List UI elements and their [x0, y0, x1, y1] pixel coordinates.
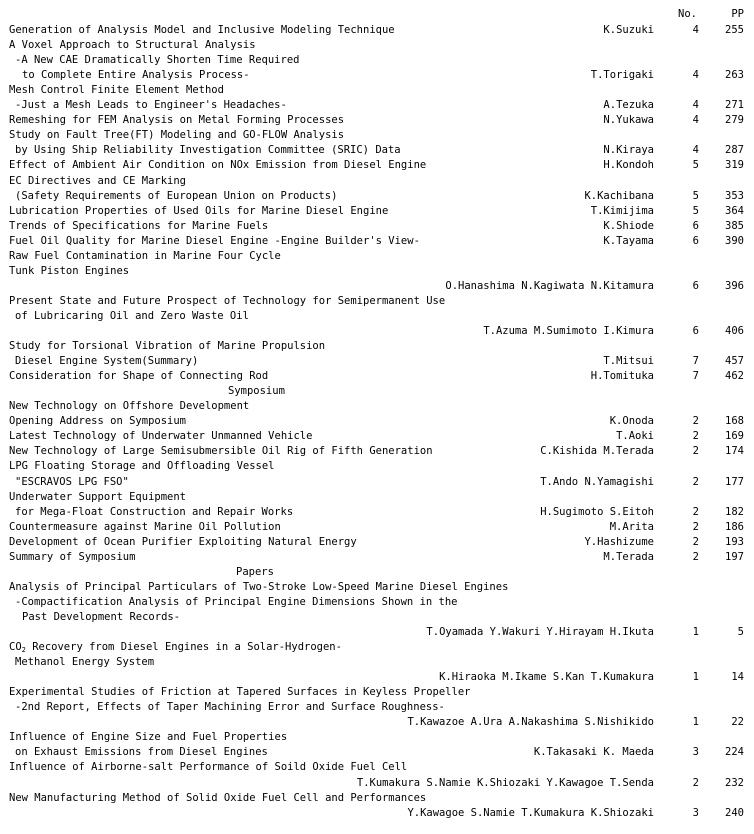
contents-entry [0, 670, 754, 685]
entry-page: 182 [725, 505, 744, 518]
entry-author: T.Kimijima [590, 204, 654, 217]
entry-page: 5 [737, 626, 744, 638]
entry-title: (Safety Requirements of European Union on Products) [15, 189, 338, 202]
entry-title: Latest Technology of Underwater Unmanned Vehicle [9, 430, 313, 443]
entry-author: H.Tomituka [590, 370, 654, 383]
entry-issue-no: 1 [692, 671, 699, 684]
entry-page: 224 [725, 746, 744, 759]
entry-title: Study on Fault Tree(FT) Modeling and GO-FLOW Analysis [9, 129, 345, 142]
entry-author: T.Torigaki [590, 69, 654, 82]
entry-page: 287 [725, 144, 744, 157]
entry-title: Lubrication Properties of Used Oils for Marine Diesel Engine [9, 204, 389, 217]
entry-issue-no: 2 [692, 475, 699, 488]
entry-page: 385 [725, 219, 744, 232]
contents-entry [0, 53, 754, 68]
entry-author: O.Hanashima N.Kagiwata N.Kitamura [445, 279, 654, 292]
contents-entry [0, 565, 754, 580]
contents-entry [0, 490, 754, 505]
entry-title: New Technology on Offshore Development [9, 400, 250, 413]
entry-title: Methanol Energy System [15, 656, 155, 669]
contents-entry [0, 610, 754, 625]
entry-author: Y.Kawagoe S.Namie T.Kumakura K.Shiozaki [407, 806, 654, 819]
entry-page: 197 [725, 550, 744, 563]
entry-author: M.Terada [603, 550, 654, 563]
contents-entry [0, 776, 754, 791]
entry-title: Generation of Analysis Model and Inclusive Modeling Technique [9, 24, 395, 36]
contents-entry [0, 791, 754, 806]
entry-author: T.Kawazoe A.Ura A.Nakashima S.Nishikido [407, 716, 654, 729]
contents-entry [0, 535, 754, 550]
entry-title: Tunk Piston Engines [9, 264, 130, 277]
entry-issue-no: 4 [692, 69, 699, 82]
entry-title: Mesh Control Finite Element Method [9, 84, 224, 97]
entry-issue-no: 1 [692, 626, 699, 638]
contents-entry [0, 339, 754, 354]
entry-author: K.Hiraoka M.Ikame S.Kan T.Kumakura [439, 671, 654, 684]
entry-author: N.Yukawa [603, 114, 654, 127]
contents-entry [0, 625, 754, 640]
contents-entry [0, 730, 754, 745]
entry-page: 406 [725, 325, 744, 337]
entry-author: T.Aoki [616, 430, 654, 443]
contents-entry [0, 640, 754, 655]
entry-title: Effect of Ambient Air Condition on NOx Emission from Diesel Engine [9, 159, 427, 172]
entry-title: Trends of Specifications for Marine Fuels [9, 219, 269, 232]
entry-title: Diesel Engine System(Summary) [15, 355, 199, 368]
entry-author: H.Kondoh [603, 159, 654, 172]
entry-author: C.Kishida M.Terada [540, 445, 654, 458]
contents-entry [0, 700, 754, 715]
contents-entry [0, 143, 754, 158]
entry-issue-no: 2 [692, 550, 699, 563]
entry-title: Analysis of Principal Particulars of Two-Stroke Low-Speed Marine Diesel Engines [9, 580, 509, 593]
contents-entry [0, 475, 754, 490]
entry-page: 169 [725, 430, 744, 443]
entry-issue-no: 2 [692, 535, 699, 548]
entry-page: 364 [725, 204, 744, 217]
entry-author: K.Takasaki K. Maeda [533, 746, 654, 759]
entry-title: Study for Torsional Vibration of Marine Propulsion [9, 340, 326, 353]
contents-entry [0, 414, 754, 429]
contents-entry [0, 249, 754, 264]
contents-entry [0, 204, 754, 219]
entry-author: K.Onoda [609, 415, 654, 428]
entry-author: T.Mitsui [603, 355, 654, 368]
entry-issue-no: 5 [692, 204, 699, 217]
section-heading: Symposium [228, 385, 285, 398]
contents-entry [0, 324, 754, 339]
contents-entry [0, 38, 754, 53]
entry-title: Raw Fuel Contamination in Marine Four Cycle [9, 249, 281, 262]
entry-title: Remeshing for FEM Analysis on Metal Forming Processes [9, 114, 345, 127]
entry-title: -2nd Report, Effects of Taper Machining Error and Surface Roughness- [15, 701, 445, 714]
entry-issue-no: 6 [692, 325, 699, 337]
entry-page: 263 [725, 69, 744, 82]
entry-issue-no: 1 [692, 716, 699, 729]
contents-entry [0, 189, 754, 204]
entry-author: K.Shiode [603, 219, 654, 232]
entry-title: on Exhaust Emissions from Diesel Engines [15, 746, 268, 759]
entry-issue-no: 6 [692, 279, 699, 292]
contents-entry [0, 219, 754, 234]
entry-author: T.Ando N.Yamagishi [540, 475, 654, 488]
entry-issue-no: 5 [692, 159, 699, 172]
entry-author: N.Kiraya [603, 144, 654, 157]
contents-entry [0, 505, 754, 520]
entry-issue-no: 2 [692, 505, 699, 518]
entry-author: H.Sugimoto S.Eitoh [540, 505, 654, 518]
entry-title: Fuel Oil Quality for Marine Diesel Engine -Engine Builder's View- [9, 234, 420, 247]
entry-page: 396 [725, 279, 744, 292]
entry-title: A Voxel Approach to Structural Analysis [9, 39, 256, 52]
contents-entry [0, 113, 754, 128]
entry-issue-no: 4 [692, 144, 699, 157]
entry-author: A.Tezuka [603, 99, 654, 112]
entry-title: Development of Ocean Purifier Exploiting Natural Energy [9, 535, 357, 548]
entry-page: 255 [725, 24, 744, 36]
entry-issue-no: 2 [692, 415, 699, 428]
entry-title: -A New CAE Dramatically Shorten Time Required [15, 54, 300, 67]
entry-issue-no: 7 [692, 370, 699, 383]
entry-title: Experimental Studies of Friction at Tapered Surfaces in Keyless Propeller [9, 686, 471, 699]
entry-page: 232 [725, 776, 744, 789]
entry-title: to Complete Entire Analysis Process- [22, 69, 250, 82]
entry-issue-no: 7 [692, 355, 699, 368]
entry-title: for Mega-Float Construction and Repair Works [15, 505, 294, 518]
contents-entry [0, 429, 754, 444]
entry-title: of Lubricaring Oil and Zero Waste Oil [15, 309, 249, 322]
entry-title: Influence of Engine Size and Fuel Properties [9, 731, 288, 744]
entry-page: 240 [725, 806, 744, 819]
entry-author: K.Tayama [603, 234, 654, 247]
entry-page: 279 [725, 114, 744, 127]
entry-title: Opening Address on Symposium [9, 415, 187, 428]
contents-entry [0, 369, 754, 384]
column-header-no: No. [678, 8, 697, 20]
entry-title: Present State and Future Prospect of Technology for Semipermanent Use [9, 294, 446, 307]
contents-entry [0, 234, 754, 249]
contents-entry [0, 760, 754, 775]
entry-page: 319 [725, 159, 744, 172]
entry-issue-no: 5 [692, 189, 699, 202]
entry-title: -Compactification Analysis of Principal Engine Dimensions Shown in the [15, 595, 458, 608]
entry-issue-no: 2 [692, 776, 699, 789]
entry-title: -Just a Mesh Leads to Engineer's Headaches- [15, 99, 287, 112]
entry-issue-no: 3 [692, 806, 699, 819]
entry-page: 174 [725, 445, 744, 458]
entry-issue-no: 2 [692, 430, 699, 443]
entry-issue-no: 3 [692, 746, 699, 759]
contents-entry [0, 444, 754, 459]
contents-entry [0, 580, 754, 595]
entry-author: Y.Hashizume [584, 535, 654, 548]
contents-entry [0, 68, 754, 83]
entry-title: Consideration for Shape of Connecting Rod [9, 370, 269, 383]
entry-title: Countermeasure against Marine Oil Pollution [9, 520, 281, 533]
contents-entry [0, 174, 754, 189]
entry-page: 271 [725, 99, 744, 112]
entry-title: New Manufacturing Method of Solid Oxide Fuel Cell and Performances [9, 791, 427, 804]
entry-page: 14 [731, 671, 744, 684]
entry-page: 168 [725, 415, 744, 428]
entry-title: by Using Ship Reliability Investigation Committee (SRIC) Data [15, 144, 401, 157]
entry-author: T.Oyamada Y.Wakuri Y.Hirayam H.Ikuta [426, 626, 654, 638]
entry-page: 186 [725, 520, 744, 533]
entry-title: Underwater Support Equipment [9, 490, 187, 503]
entry-author: T.Kumakura S.Namie K.Shiozaki Y.Kawagoe T.Senda [356, 776, 654, 789]
entry-page: 22 [731, 716, 744, 729]
contents-entry [0, 309, 754, 324]
entry-title: EC Directives and CE Marking [9, 174, 187, 187]
entry-page: 462 [725, 370, 744, 383]
contents-entry [0, 655, 754, 670]
contents-entry [0, 294, 754, 309]
contents-entry [0, 354, 754, 369]
contents-entry [0, 595, 754, 610]
entry-title: "ESCRAVOS LPG FSO" [15, 475, 129, 488]
entry-author: K.Kachibana [584, 189, 654, 202]
entry-title: Past Development Records- [22, 610, 181, 623]
contents-entry [0, 520, 754, 535]
entry-title: LPG Floating Storage and Offloading Vessel [9, 460, 275, 473]
contents-entry [0, 83, 754, 98]
entry-page: 353 [725, 189, 744, 202]
contents-entry [0, 98, 754, 113]
contents-entry [0, 806, 754, 821]
entry-title: New Technology of Large Semisubmersible Oil Rig of Fifth Generation [9, 445, 433, 458]
contents-entry [0, 715, 754, 730]
entry-author: T.Azuma M.Sumimoto I.Kimura [483, 325, 654, 337]
entry-page: 177 [725, 475, 744, 488]
contents-entry [0, 550, 754, 565]
entry-issue-no: 4 [692, 24, 699, 36]
contents-entry [0, 399, 754, 414]
entry-title: $CO_2$ Recovery from Diesel Engines in a Solar-Hydrogen- [9, 641, 342, 655]
entry-issue-no: 2 [692, 445, 699, 458]
entry-page: 390 [725, 234, 744, 247]
entry-issue-no: 2 [692, 520, 699, 533]
entry-issue-no: 4 [692, 114, 699, 127]
contents-entry [0, 459, 754, 474]
entry-issue-no: 6 [692, 219, 699, 232]
contents-entry [0, 158, 754, 173]
entry-issue-no: 6 [692, 234, 699, 247]
entry-page: 457 [725, 355, 744, 368]
column-header-pp: PP [731, 8, 744, 20]
entry-page: 193 [725, 535, 744, 548]
contents-entry [0, 384, 754, 399]
contents-entry [0, 685, 754, 700]
contents-entry [0, 745, 754, 760]
contents-entry [0, 264, 754, 279]
entry-issue-no: 4 [692, 99, 699, 112]
contents-entry [0, 279, 754, 294]
entry-author: K.Suzuki [603, 24, 654, 36]
contents-entry [0, 128, 754, 143]
entry-title: Influence of Airborne-salt Performance of Soild Oxide Fuel Cell [9, 761, 408, 774]
section-heading: Papers [236, 565, 274, 578]
entry-title: Summary of Symposium [9, 550, 136, 563]
contents-entry [0, 23, 754, 38]
entry-author: M.Arita [609, 520, 654, 533]
